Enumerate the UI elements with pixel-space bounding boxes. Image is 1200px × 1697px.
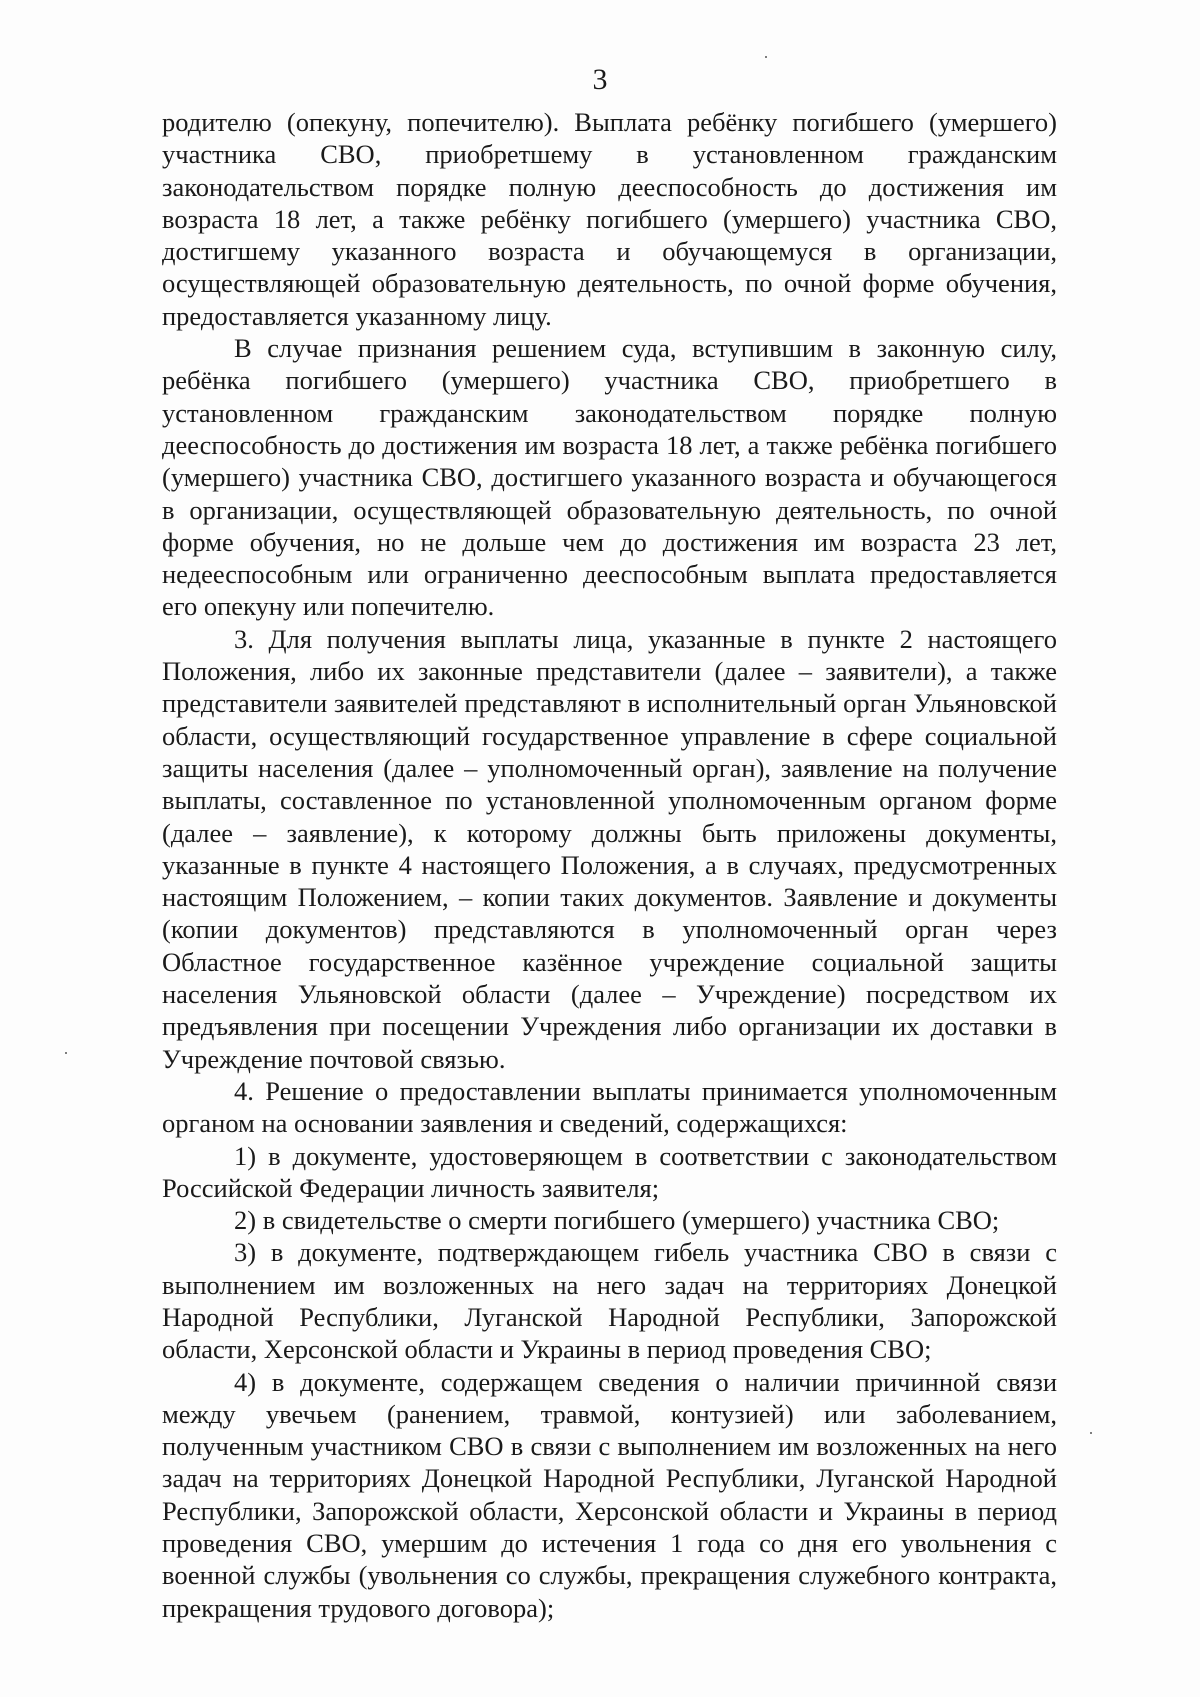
list-item-3: 3) в документе, подтверждающем гибель участника СВО в связи с выполнением им возложенных на него задач на территориях Донецкой Народной Республики, Луганской Народной Республики, Запорожской области, Херсонской области и Украины в период проведения СВО; xyxy=(162,1237,1057,1365)
paragraph-continuation: родителю (опекуну, попечителю). Выплата ребёнку погибшего (умершего) участника СВО, приобретшему в установленном гражданским законодательством порядке полную дееспособность до достижения им возраста 18 лет, а также ребёнку погибшего (умершего) участника СВО, достигшему указанного возраста и обучающемуся в организации, осуществляющей образовательную деятельность, по очной форме обучения, предоставляется указанному лицу. xyxy=(162,107,1057,331)
scan-speck xyxy=(1090,1432,1092,1434)
scan-speck xyxy=(765,56,767,58)
list-item-2: 2) в свидетельстве о смерти погибшего (умершего) участника СВО; xyxy=(234,1205,1000,1236)
paragraph-item-3: 3. Для получения выплаты лица, указанные в пункте 2 настоящего Положения, либо их законные представители (далее – заявители), а также представители заявителей представляют в исполнительный орган Ульяновской области, осуществляющий государственное управление в сфере социальной защиты населения (далее – уполномоченный орган), заявление на получение выплаты, составленное по установленной уполномоченным органом форме (далее – заявление), к которому должны быть приложены документы, указанные в пункте 4 настоящего Положения, а в случаях, предусмотренных настоящим Положением, – копии таких документов. Заявление и документы (копии документов) представляются в уполномоченный орган через Областное государственное казённое учреждение социальной защиты населения Ульяновской области (далее – Учреждение) посредством их предъявления при посещении Учреждения либо организации их доставки в Учреждение почтовой связью. xyxy=(162,623,1057,1074)
paragraph-court-decision: В случае признания решением суда, вступившим в законную силу, ребёнка погибшего (умершего) участника СВО, приобретшего в установленном гражданским законодательством порядке полную дееспособность до достижения им возраста 18 лет, а также ребёнка погибшего (умершего) участника СВО, достигшего указанного возраста и обучающегося в организации, осуществляющей образовательную деятельность, по очной форме обучения, но не дольше чем до достижения им возраста 23 лет, недееспособным или ограниченно дееспособным выплата предоставляется его опекуну или попечителю. xyxy=(162,333,1057,622)
scan-speck xyxy=(65,1052,67,1054)
paragraph-item-4: 4. Решение о предоставлении выплаты принимается уполномоченным органом на основании заявления и сведений, содержащихся: xyxy=(162,1075,1057,1139)
body-text xyxy=(162,106,1057,1624)
list-item-1: 1) в документе, удостоверяющем в соответствии с законодательством Российской Федерации личность заявителя; xyxy=(162,1140,1057,1203)
list-item-4: 4) в документе, содержащем сведения о наличии причинной связи между увечьем (ранением, травмой, контузией) или заболеванием, полученным участником СВО в связи с выполнением им возложенных на него задач на территориях Донецкой Народной Республики, Луганской Народной Республики, Запорожской области, Херсонской области и Украины в период проведения СВО, умершим до истечения 1 года со дня его увольнения с военной службы (увольнения со службы, прекращения служебного контракта, прекращения трудового договора); xyxy=(162,1366,1057,1623)
page-number: 3 xyxy=(592,63,608,96)
